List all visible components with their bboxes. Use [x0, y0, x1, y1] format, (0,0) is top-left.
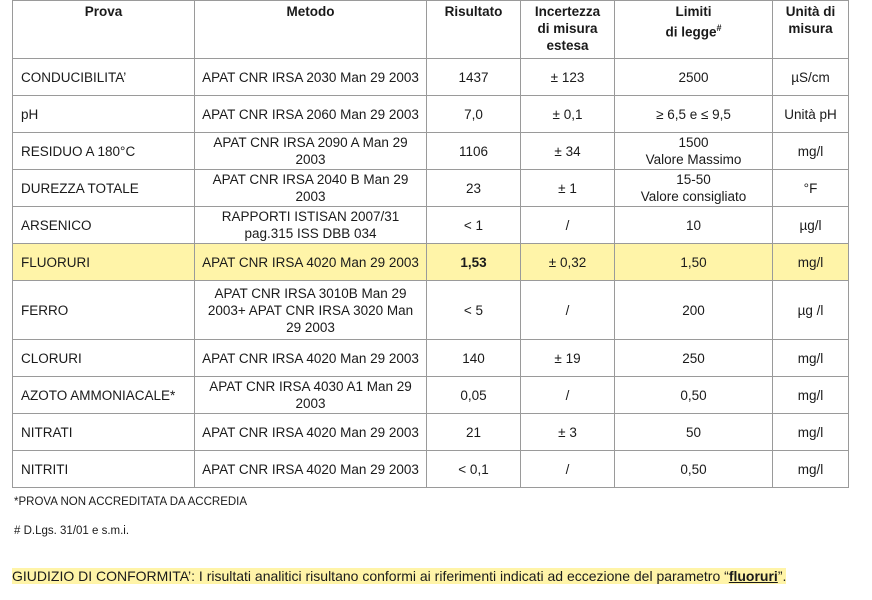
cell-prova: FLUORURI	[13, 244, 195, 281]
table-row	[13, 59, 849, 96]
cell-unita: mg/l	[773, 414, 849, 451]
cell-metodo: APAT CNR IRSA 2060 Man 29 2003	[195, 96, 427, 133]
cell-unita: mg/l	[773, 133, 849, 170]
table-row	[13, 244, 849, 281]
cell-unita: µg /l	[773, 281, 849, 340]
table-row	[13, 340, 849, 377]
cell-limiti: 250	[615, 340, 773, 377]
cell-risultato: < 5	[427, 281, 521, 340]
cell-risultato: 1106	[427, 133, 521, 170]
cell-limiti: 0,50	[615, 377, 773, 414]
cell-risultato: 23	[427, 170, 521, 207]
cell-limiti: 15-50 Valore consigliato	[615, 170, 773, 207]
cell-incertezza: /	[521, 377, 615, 414]
cell-unita: mg/l	[773, 377, 849, 414]
cell-prova: pH	[13, 96, 195, 133]
table-row	[13, 207, 849, 244]
header-limiti-text: Limiti di legge	[665, 4, 717, 40]
cell-prova: AZOTO AMMONIACALE*	[13, 377, 195, 414]
cell-unita: mg/l	[773, 451, 849, 488]
cell-risultato: 1437	[427, 59, 521, 96]
cell-unita: mg/l	[773, 340, 849, 377]
cell-limiti: 1500 Valore Massimo	[615, 133, 773, 170]
cell-incertezza: ± 123	[521, 59, 615, 96]
footnote-law: # D.Lgs. 31/01 e s.m.i.	[14, 525, 130, 537]
cell-metodo: APAT CNR IRSA 2040 B Man 29 2003	[195, 170, 427, 207]
table-row	[13, 414, 849, 451]
table-row	[13, 451, 849, 488]
cell-prova: ARSENICO	[13, 207, 195, 244]
cell-metodo: RAPPORTI ISTISAN 2007/31 pag.315 ISS DBB 034	[195, 207, 427, 244]
results-table	[12, 0, 849, 488]
cell-risultato: 140	[427, 340, 521, 377]
table-row	[13, 96, 849, 133]
cell-metodo: APAT CNR IRSA 4020 Man 29 2003	[195, 244, 427, 281]
cell-prova: RESIDUO A 180°C	[13, 133, 195, 170]
table-header-row	[13, 1, 849, 59]
cell-risultato: 7,0	[427, 96, 521, 133]
table-row	[13, 170, 849, 207]
table-row	[13, 281, 849, 340]
cell-incertezza: /	[521, 207, 615, 244]
cell-incertezza: ± 3	[521, 414, 615, 451]
header-unita	[773, 1, 849, 59]
table-body	[13, 59, 849, 488]
verdict-text-after: ”.	[777, 568, 787, 584]
cell-limiti: ≥ 6,5 e ≤ 9,5	[615, 96, 773, 133]
cell-metodo: APAT CNR IRSA 2090 A Man 29 2003	[195, 133, 427, 170]
cell-prova: NITRITI	[13, 451, 195, 488]
cell-unita: Unità pH	[773, 96, 849, 133]
cell-risultato: 21	[427, 414, 521, 451]
cell-risultato: 1,53	[427, 244, 521, 281]
cell-limiti: 200	[615, 281, 773, 340]
cell-metodo: APAT CNR IRSA 4030 A1 Man 29 2003	[195, 377, 427, 414]
cell-metodo: APAT CNR IRSA 3010B Man 29 2003+ APAT CNR IRSA 3020 Man 29 2003	[195, 281, 427, 340]
cell-prova: DUREZZA TOTALE	[13, 170, 195, 207]
cell-limiti: 50	[615, 414, 773, 451]
cell-prova: FERRO	[13, 281, 195, 340]
footnote-accredia: *PROVA NON ACCREDITATA DA ACCREDIA	[14, 496, 248, 508]
cell-limiti: 0,50	[615, 451, 773, 488]
table-row	[13, 377, 849, 414]
cell-limiti: 1,50	[615, 244, 773, 281]
cell-incertezza: ± 34	[521, 133, 615, 170]
cell-metodo: APAT CNR IRSA 2030 Man 29 2003	[195, 59, 427, 96]
header-metodo: Metodo	[195, 1, 427, 59]
cell-unita: mg/l	[773, 244, 849, 281]
header-limiti-mark: #	[716, 23, 722, 33]
header-incertezza-text: Incertezza di misura estesa	[534, 4, 601, 53]
cell-limiti: 10	[615, 207, 773, 244]
header-unita-text: Unità di misura	[785, 4, 836, 36]
verdict-parameter: fluoruri	[728, 568, 778, 584]
header-prova: Prova	[13, 1, 195, 59]
cell-incertezza: /	[521, 451, 615, 488]
cell-unita: µg/l	[773, 207, 849, 244]
cell-incertezza: ± 19	[521, 340, 615, 377]
cell-prova: CLORURI	[13, 340, 195, 377]
table-row	[13, 133, 849, 170]
cell-unita: °F	[773, 170, 849, 207]
header-risultato: Risultato	[427, 1, 521, 59]
header-limiti	[615, 1, 773, 59]
cell-metodo: APAT CNR IRSA 4020 Man 29 2003	[195, 340, 427, 377]
conformity-verdict	[12, 566, 848, 586]
cell-incertezza: ± 0,1	[521, 96, 615, 133]
cell-limiti: 2500	[615, 59, 773, 96]
cell-risultato: < 0,1	[427, 451, 521, 488]
cell-incertezza: ± 1	[521, 170, 615, 207]
cell-incertezza: /	[521, 281, 615, 340]
report-document	[12, 0, 864, 537]
cell-prova: CONDUCIBILITA’	[13, 59, 195, 96]
cell-incertezza: ± 0,32	[521, 244, 615, 281]
cell-risultato: 0,05	[427, 377, 521, 414]
verdict-text-before: GIUDIZIO DI CONFORMITA’: I risultati analitici risultano conformi ai riferimenti indicati ad eccezione del parametro “	[12, 568, 729, 584]
header-incertezza	[521, 1, 615, 59]
cell-risultato: < 1	[427, 207, 521, 244]
cell-prova: NITRATI	[13, 414, 195, 451]
cell-metodo: APAT CNR IRSA 4020 Man 29 2003	[195, 451, 427, 488]
cell-metodo: APAT CNR IRSA 4020 Man 29 2003	[195, 414, 427, 451]
cell-unita: µS/cm	[773, 59, 849, 96]
